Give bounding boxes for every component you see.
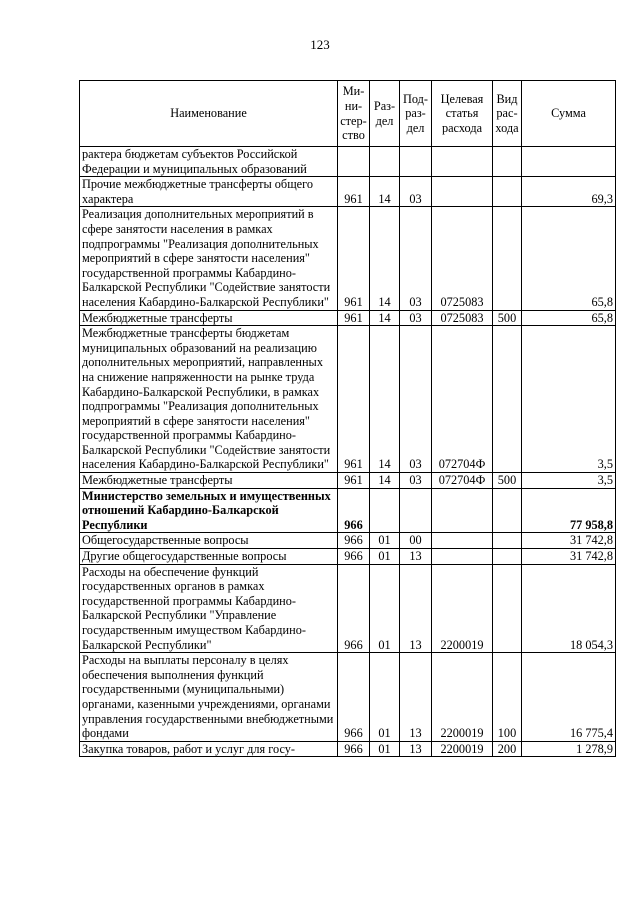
table-row <box>80 310 616 326</box>
row-subsection: 03 <box>400 310 432 326</box>
row-subsection: 13 <box>400 653 432 742</box>
row-amount <box>522 147 616 177</box>
header-amount: Сумма <box>522 81 616 147</box>
row-section <box>370 488 400 533</box>
row-section: 01 <box>370 549 400 565</box>
row-ministry <box>338 147 370 177</box>
row-section <box>370 147 400 177</box>
row-target: 2200019 <box>432 653 493 742</box>
header-section: Раз- дел <box>370 81 400 147</box>
row-subsection <box>400 147 432 177</box>
row-name: Общегосударственные вопросы <box>80 533 338 549</box>
row-expense-type: 500 <box>493 310 522 326</box>
table-row <box>80 741 616 757</box>
row-amount: 69,3 <box>522 177 616 207</box>
row-expense-type: 100 <box>493 653 522 742</box>
row-section: 01 <box>370 533 400 549</box>
header-name: Наименование <box>80 81 338 147</box>
row-ministry: 966 <box>338 741 370 757</box>
row-target: 0725083 <box>432 310 493 326</box>
row-expense-type: 200 <box>493 741 522 757</box>
row-amount: 1 278,9 <box>522 741 616 757</box>
row-subsection <box>400 488 432 533</box>
row-subsection: 03 <box>400 207 432 310</box>
table-row <box>80 549 616 565</box>
page-number: 123 <box>310 37 330 52</box>
row-name: Межбюджетные трансферты <box>80 473 338 489</box>
row-ministry: 966 <box>338 653 370 742</box>
row-name: Расходы на выплаты персоналу в целях обеспечения выполнения функций государственными (муниципальными) органами, казенными учреждениями, органами управления государственными внебюджетными фондами <box>80 653 338 742</box>
row-amount: 77 958,8 <box>522 488 616 533</box>
table-row <box>80 564 616 653</box>
row-target <box>432 549 493 565</box>
row-target <box>432 177 493 207</box>
table-row <box>80 177 616 207</box>
row-section: 01 <box>370 653 400 742</box>
row-amount: 16 775,4 <box>522 653 616 742</box>
table-header-row <box>80 81 616 147</box>
row-amount: 31 742,8 <box>522 533 616 549</box>
row-expense-type: 500 <box>493 473 522 489</box>
row-expense-type <box>493 177 522 207</box>
row-amount: 31 742,8 <box>522 549 616 565</box>
row-amount: 18 054,3 <box>522 564 616 653</box>
row-name: Расходы на обеспечение функций государственных органов в рамках государственной программы Кабардино-Балкарской Республики "Управление государственным имуществом Кабардино-Балкарской Республики" <box>80 564 338 653</box>
row-expense-type <box>493 147 522 177</box>
row-name: Министерство земельных и имущественных отношений Кабардино-Балкарской Республики <box>80 488 338 533</box>
row-amount: 65,8 <box>522 207 616 310</box>
row-ministry: 961 <box>338 473 370 489</box>
table-row <box>80 147 616 177</box>
budget-table <box>79 80 616 757</box>
table-row <box>80 473 616 489</box>
row-name: Межбюджетные трансферты <box>80 310 338 326</box>
row-section: 14 <box>370 177 400 207</box>
row-target: 2200019 <box>432 564 493 653</box>
row-expense-type <box>493 533 522 549</box>
header-subsection: Под- раз- дел <box>400 81 432 147</box>
row-subsection: 03 <box>400 177 432 207</box>
row-expense-type <box>493 564 522 653</box>
table-row <box>80 207 616 310</box>
row-target <box>432 533 493 549</box>
row-ministry: 966 <box>338 488 370 533</box>
row-expense-type <box>493 207 522 310</box>
row-amount: 3,5 <box>522 473 616 489</box>
row-target: 072704Ф <box>432 326 493 473</box>
row-subsection: 13 <box>400 741 432 757</box>
row-name: рактера бюджетам субъектов Российской Федерации и муниципальных образований <box>80 147 338 177</box>
header-expense-type: Вид рас- хода <box>493 81 522 147</box>
table-row <box>80 653 616 742</box>
table-row <box>80 488 616 533</box>
row-section: 14 <box>370 473 400 489</box>
row-name: Реализация дополнительных мероприятий в сфере занятости населения в рамках подпрограммы "Реализация дополнительных мероприятий в сфере занятости населения" государственной программы Кабардино-Балкарской Республики "Содействие занятости населения Кабардино-Балкарской Республики" <box>80 207 338 310</box>
row-subsection: 13 <box>400 564 432 653</box>
row-expense-type <box>493 549 522 565</box>
row-section: 01 <box>370 564 400 653</box>
table-row <box>80 326 616 473</box>
row-name: Межбюджетные трансферты бюджетам муниципальных образований на реализацию дополнительных мероприятий, направленных на снижение напряженности на рынке труда Кабардино-Балкарской Республики, в рамках подпрограммы "Реализация дополнительных мероприятий в сфере занятости населения" государственной программы Кабардино-Балкарской Республики "Содействие занятости населения Кабардино-Балкарской Республики" <box>80 326 338 473</box>
row-name: Закупка товаров, работ и услуг для госу- <box>80 741 338 757</box>
row-expense-type <box>493 488 522 533</box>
row-target <box>432 147 493 177</box>
row-ministry: 961 <box>338 326 370 473</box>
row-subsection: 00 <box>400 533 432 549</box>
row-target: 072704Ф <box>432 473 493 489</box>
row-subsection: 13 <box>400 549 432 565</box>
row-section: 14 <box>370 207 400 310</box>
row-subsection: 03 <box>400 473 432 489</box>
row-subsection: 03 <box>400 326 432 473</box>
row-ministry: 966 <box>338 564 370 653</box>
header-target: Целевая статья расхода <box>432 81 493 147</box>
header-ministry: Ми- ни- стер- ство <box>338 81 370 147</box>
row-target: 2200019 <box>432 741 493 757</box>
row-ministry: 961 <box>338 310 370 326</box>
table-row <box>80 533 616 549</box>
row-section: 14 <box>370 326 400 473</box>
row-target: 0725083 <box>432 207 493 310</box>
row-section: 01 <box>370 741 400 757</box>
row-ministry: 961 <box>338 207 370 310</box>
row-ministry: 961 <box>338 177 370 207</box>
row-section: 14 <box>370 310 400 326</box>
row-expense-type <box>493 326 522 473</box>
row-ministry: 966 <box>338 533 370 549</box>
row-amount: 3,5 <box>522 326 616 473</box>
row-ministry: 966 <box>338 549 370 565</box>
row-target <box>432 488 493 533</box>
row-name: Прочие межбюджетные трансферты общего характера <box>80 177 338 207</box>
row-name: Другие общегосударственные вопросы <box>80 549 338 565</box>
row-amount: 65,8 <box>522 310 616 326</box>
